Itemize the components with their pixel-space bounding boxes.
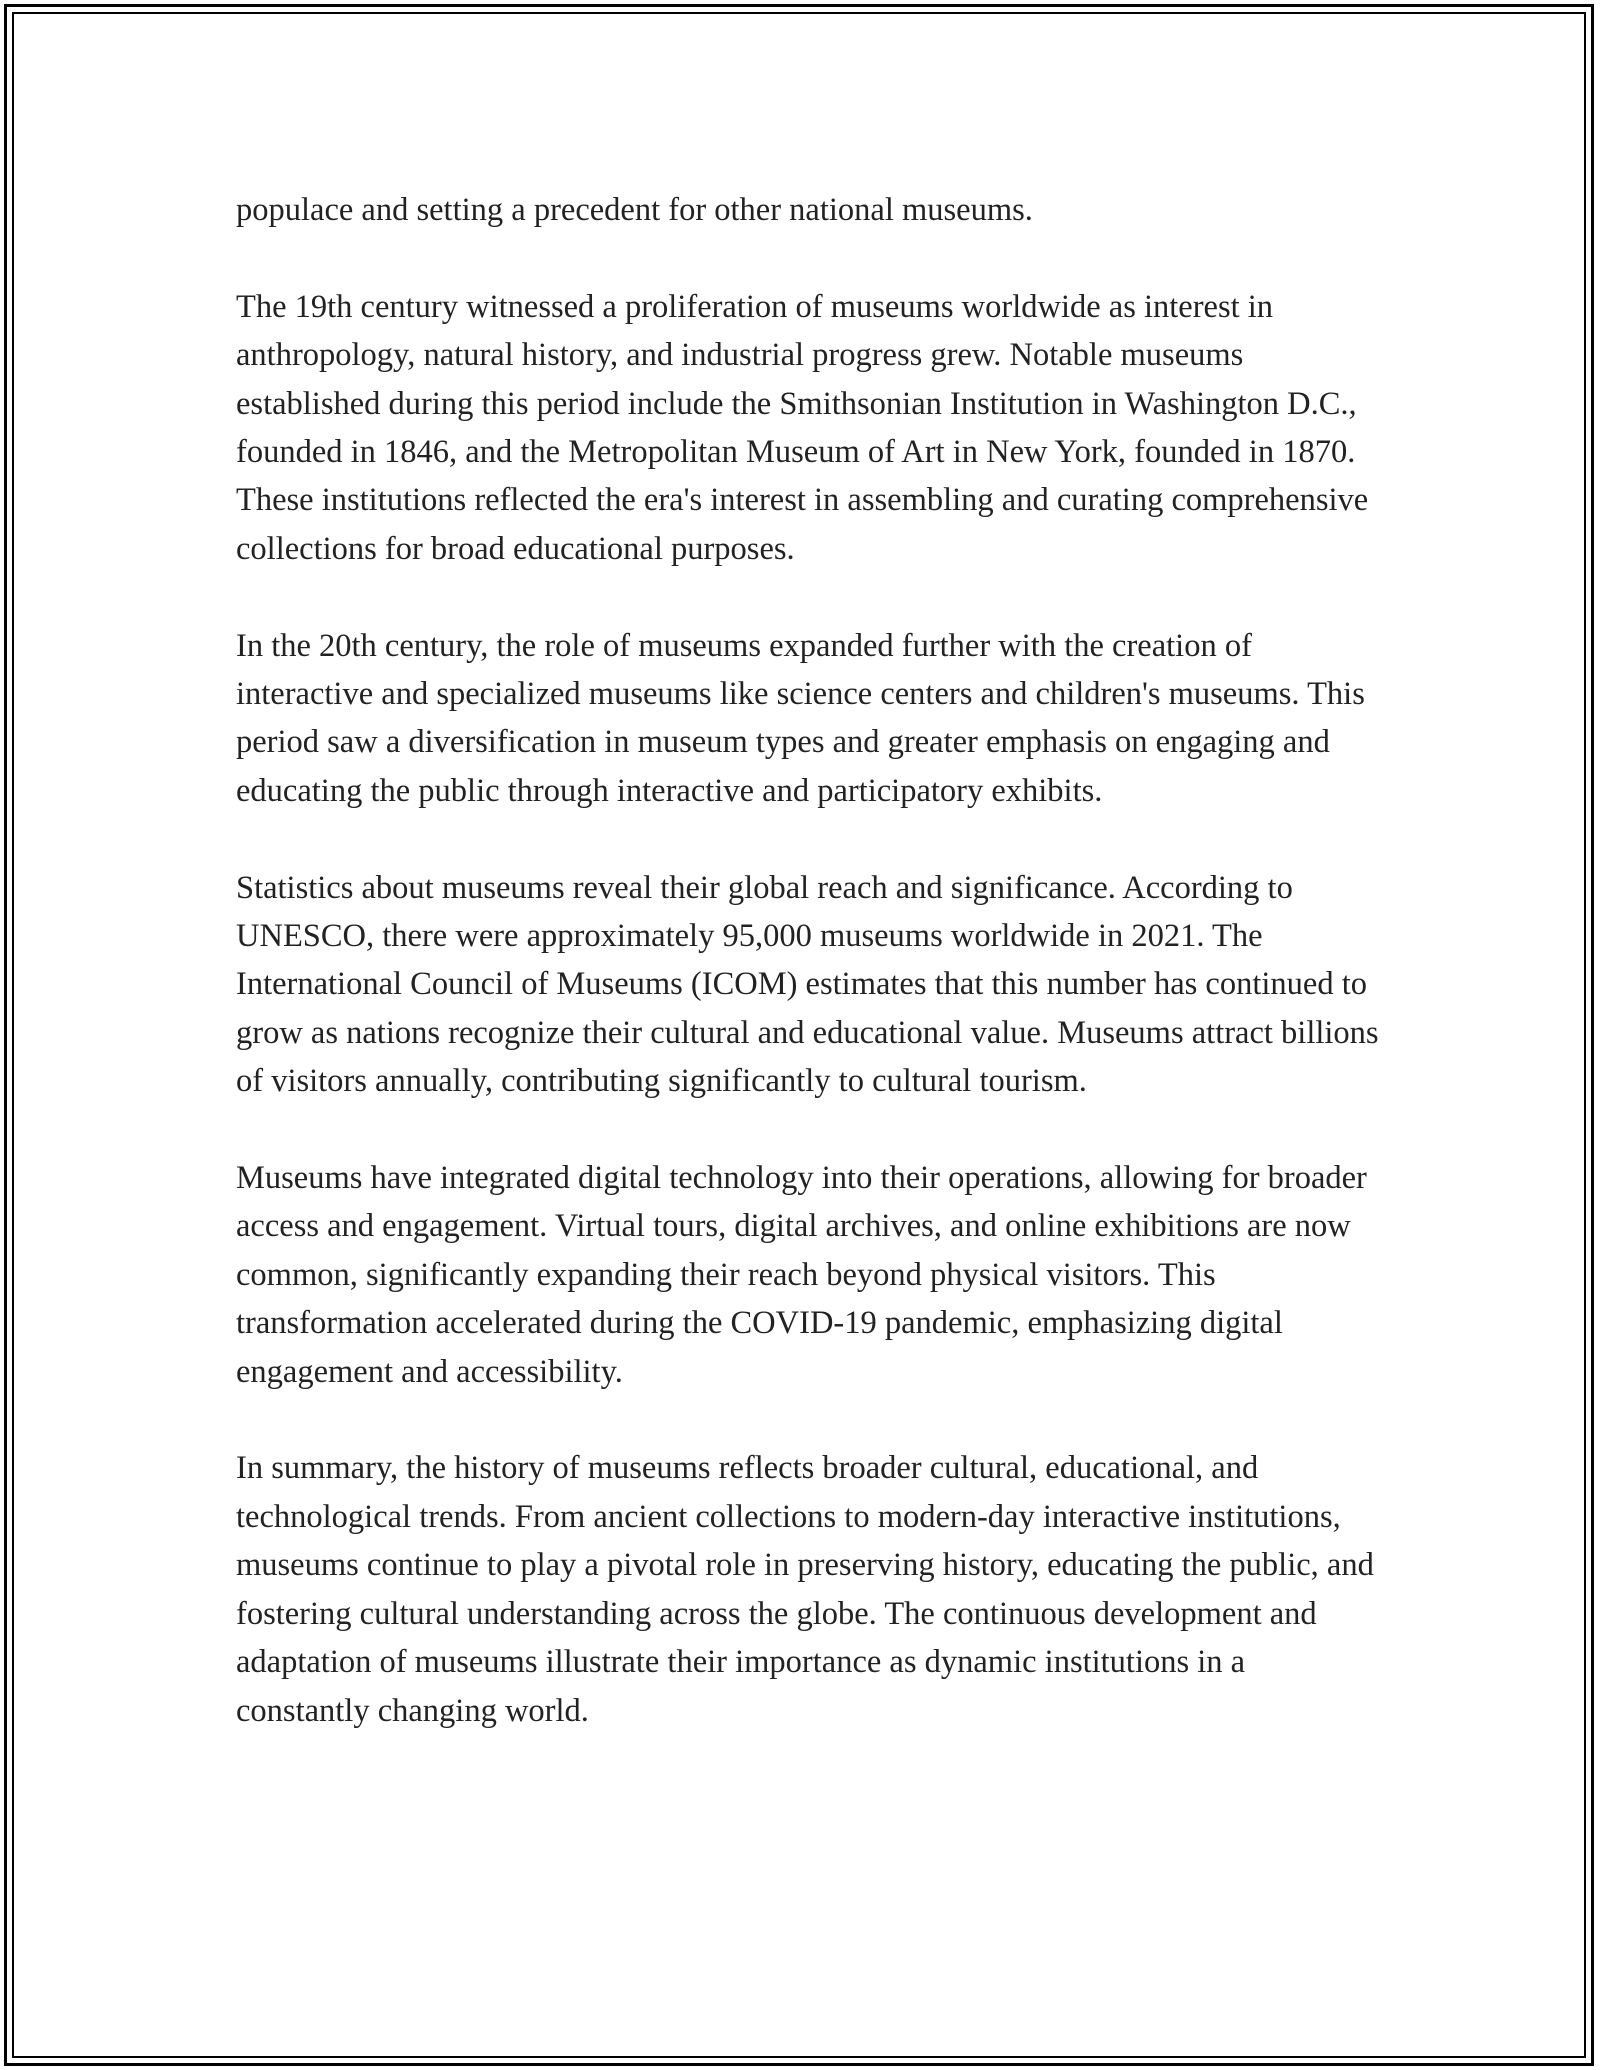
paragraph-19th-century: The 19th century witnessed a proliferation of museums worldwide as interest in anthropology, natural history, and industrial progress grew. Notable museums established during this period include the Smithsonian Institution in Washington D.C., founded in 1846, and the Metropolitan Museum of Art in New York, founded in 1870. These institutions reflected the era's interest in assembling and curating comprehensive collections for broad educational purposes. [236,288,1369,567]
paragraph-20th-century: In the 20th century, the role of museums expanded further with the creation of interactive and specialized museums like science centers and children's museums. This period saw a diversification in museum types and greater emphasis on engaging and educating the public through interactive and participatory exhibits. [236,627,1365,809]
paragraph-digital-technology: Museums have integrated digital technology into their operations, allowing for broader access and engagement. Virtual tours, digital archives, and online exhibitions are now common, significantly expanding their reach beyond physical visitors. This transformation accelerated during the COVID-19 pandemic, emphasizing digital engagement and accessibility. [236,1160,1367,1390]
paragraph-summary: In summary, the history of museums reflects broader cultural, educational, and technological trends. From ancient collections to modern-day interactive institutions, museums continue to play a pivotal role in preserving history, educating the public, and fostering cultural understanding across the globe. The continuous development and adaptation of museums illustrate their importance as dynamic institutions in a constantly changing world. [236,1450,1374,1729]
paragraph-continuation: populace and setting a precedent for other national museums. [236,192,1033,228]
document-body [236,186,1386,1783]
paragraph-statistics: Statistics about museums reveal their global reach and significance. According to UNESCO, there were approximately 95,000 museums worldwide in 2021. The International Council of Museums (ICOM) estimates that this number has continued to grow as nations recognize their cultural and educational value. Museums attract billions of visitors annually, contributing significantly to cultural tourism. [236,869,1379,1100]
